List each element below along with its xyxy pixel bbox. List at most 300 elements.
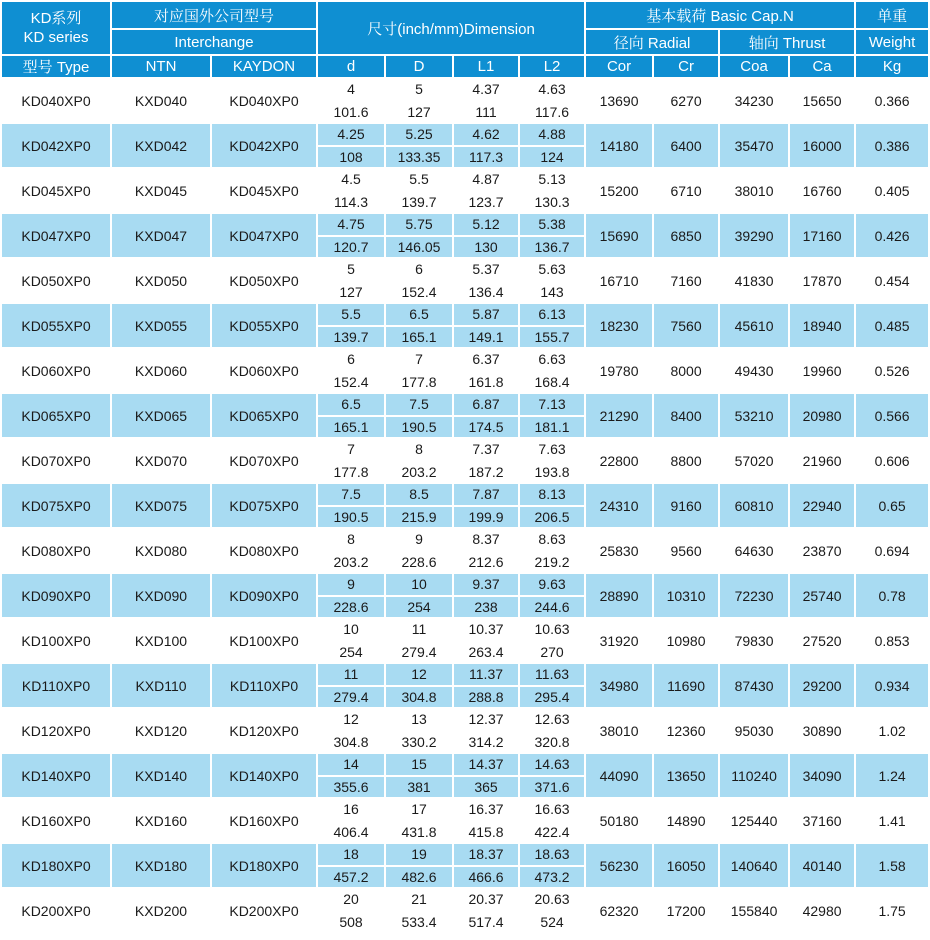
cell-d-mm: 190.5 <box>318 505 384 528</box>
cell-ntn: KXD060 <box>112 349 210 392</box>
cell-L2-inch: 14.63 <box>534 756 570 773</box>
cell-L2-mm: 206.5 <box>520 505 584 528</box>
cell-L2-inch: 18.63 <box>534 846 570 863</box>
cell-d-mm: 165.1 <box>318 415 384 438</box>
cell-ca: 20980 <box>790 394 854 437</box>
cell-D-inch: 17 <box>411 801 427 818</box>
cell-d-inch: 12 <box>343 711 359 728</box>
cell-L2-mm: 168.4 <box>520 370 584 393</box>
table-row <box>2 349 928 392</box>
cell-kaydon: KD140XP0 <box>212 754 316 797</box>
cell-ca: 16760 <box>790 169 854 212</box>
cell-L2 <box>520 124 584 167</box>
cell-ntn: KXD055 <box>112 304 210 347</box>
cell-kaydon: KD080XP0 <box>212 529 316 572</box>
cell-D-inch: 7.5 <box>409 396 429 413</box>
cell-cr: 8800 <box>654 439 718 482</box>
cell-kg: 0.934 <box>856 664 928 707</box>
cell-L1-inch: 5.12 <box>472 216 500 233</box>
cell-d <box>318 844 384 887</box>
cell-L1 <box>454 754 518 797</box>
cell-D <box>386 124 452 167</box>
cell-ntn: KXD180 <box>112 844 210 887</box>
cell-type: KD047XP0 <box>2 214 110 257</box>
cell-L1 <box>454 124 518 167</box>
cell-ntn: KXD042 <box>112 124 210 167</box>
cell-d-inch: 9 <box>347 576 355 593</box>
cell-L1-mm: 123.7 <box>454 190 518 213</box>
cell-D <box>386 664 452 707</box>
cell-L1-mm: 149.1 <box>454 325 518 348</box>
cell-ntn: KXD040 <box>112 79 210 122</box>
column-header-ntn: NTN <box>112 56 210 77</box>
cell-L1 <box>454 799 518 842</box>
cell-ntn: KXD045 <box>112 169 210 212</box>
cell-d-mm: 457.2 <box>318 865 384 888</box>
header-kd-series-en: KD series <box>23 29 89 46</box>
cell-d-inch: 14 <box>343 756 359 773</box>
cell-kg: 0.694 <box>856 529 928 572</box>
cell-L2-mm: 524 <box>520 910 584 933</box>
cell-coa: 72230 <box>720 574 788 617</box>
header-interchange-zh: 对应国外公司型号 <box>112 2 316 28</box>
column-header-d: d <box>318 56 384 77</box>
table-row <box>2 529 928 572</box>
cell-L1 <box>454 484 518 527</box>
cell-d <box>318 304 384 347</box>
cell-D <box>386 799 452 842</box>
cell-ca: 15650 <box>790 79 854 122</box>
cell-kaydon: KD200XP0 <box>212 889 316 932</box>
cell-D-mm: 254 <box>386 595 452 618</box>
cell-kaydon: KD120XP0 <box>212 709 316 752</box>
cell-cr: 17200 <box>654 889 718 932</box>
cell-L2-mm: 193.8 <box>520 460 584 483</box>
header-kd-series-zh: KD系列 <box>30 9 82 27</box>
cell-ca: 37160 <box>790 799 854 842</box>
cell-D-mm: 533.4 <box>386 910 452 933</box>
cell-d-inch: 18 <box>343 846 359 863</box>
cell-D-mm: 279.4 <box>386 640 452 663</box>
cell-cr: 6850 <box>654 214 718 257</box>
cell-d-mm: 139.7 <box>318 325 384 348</box>
cell-L2 <box>520 664 584 707</box>
cell-D-mm: 139.7 <box>386 190 452 213</box>
cell-L1-inch: 16.37 <box>468 801 504 818</box>
cell-L1 <box>454 394 518 437</box>
cell-L2-inch: 20.63 <box>534 891 570 908</box>
cell-kg: 1.24 <box>856 754 928 797</box>
cell-kg: 0.366 <box>856 79 928 122</box>
table-row <box>2 394 928 437</box>
cell-type: KD040XP0 <box>2 79 110 122</box>
cell-d <box>318 124 384 167</box>
cell-d-inch: 20 <box>343 891 359 908</box>
cell-kaydon: KD100XP0 <box>212 619 316 662</box>
table-row <box>2 664 928 707</box>
cell-kg: 1.02 <box>856 709 928 752</box>
cell-D-inch: 15 <box>411 756 427 773</box>
cell-ntn: KXD200 <box>112 889 210 932</box>
cell-d-inch: 6 <box>347 351 355 368</box>
cell-L2-mm: 320.8 <box>520 730 584 753</box>
cell-type: KD140XP0 <box>2 754 110 797</box>
cell-L1 <box>454 574 518 617</box>
cell-D <box>386 169 452 212</box>
column-header-cor: Cor <box>586 56 652 77</box>
cell-ntn: KXD070 <box>112 439 210 482</box>
cell-ca: 29200 <box>790 664 854 707</box>
cell-cor: 50180 <box>586 799 652 842</box>
cell-L1-mm: 130 <box>454 235 518 258</box>
table-row <box>2 214 928 257</box>
table-row <box>2 574 928 617</box>
cell-L1-inch: 4.87 <box>472 171 500 188</box>
cell-L1 <box>454 79 518 122</box>
cell-L2-inch: 5.13 <box>538 171 566 188</box>
cell-D-mm: 165.1 <box>386 325 452 348</box>
cell-cor: 24310 <box>586 484 652 527</box>
cell-L1-mm: 136.4 <box>454 280 518 303</box>
cell-d-mm: 304.8 <box>318 730 384 753</box>
cell-cr: 14890 <box>654 799 718 842</box>
cell-cor: 62320 <box>586 889 652 932</box>
cell-cr: 16050 <box>654 844 718 887</box>
cell-L1 <box>454 349 518 392</box>
cell-L2-mm: 473.2 <box>520 865 584 888</box>
cell-kg: 0.485 <box>856 304 928 347</box>
cell-D-mm: 152.4 <box>386 280 452 303</box>
cell-d <box>318 484 384 527</box>
cell-ca: 23870 <box>790 529 854 572</box>
cell-L2-inch: 4.63 <box>538 81 566 98</box>
cell-coa: 110240 <box>720 754 788 797</box>
cell-kaydon: KD070XP0 <box>212 439 316 482</box>
cell-D-mm: 177.8 <box>386 370 452 393</box>
cell-d-inch: 4.25 <box>337 126 365 143</box>
cell-cor: 14180 <box>586 124 652 167</box>
cell-cr: 12360 <box>654 709 718 752</box>
cell-D-mm: 431.8 <box>386 820 452 843</box>
cell-ntn: KXD090 <box>112 574 210 617</box>
cell-D-inch: 13 <box>411 711 427 728</box>
cell-D-inch: 6.5 <box>409 306 429 323</box>
cell-type: KD110XP0 <box>2 664 110 707</box>
cell-kaydon: KD110XP0 <box>212 664 316 707</box>
cell-kg: 1.75 <box>856 889 928 932</box>
cell-d <box>318 709 384 752</box>
header-interchange-en: Interchange <box>112 30 316 54</box>
cell-D-mm: 133.35 <box>386 145 452 168</box>
cell-coa: 49430 <box>720 349 788 392</box>
table-row <box>2 79 928 122</box>
cell-ntn: KXD080 <box>112 529 210 572</box>
cell-cr: 9160 <box>654 484 718 527</box>
cell-type: KD160XP0 <box>2 799 110 842</box>
cell-L1-inch: 7.37 <box>472 441 500 458</box>
cell-type: KD065XP0 <box>2 394 110 437</box>
table-body <box>2 79 928 932</box>
cell-D-mm: 203.2 <box>386 460 452 483</box>
column-header-ca: Ca <box>790 56 854 77</box>
cell-L1-mm: 199.9 <box>454 505 518 528</box>
cell-d-inch: 5.5 <box>341 306 361 323</box>
cell-L2 <box>520 529 584 572</box>
cell-ntn: KXD050 <box>112 259 210 302</box>
cell-L1 <box>454 529 518 572</box>
header-weight-en: Weight <box>856 30 928 54</box>
cell-d-mm: 254 <box>318 640 384 663</box>
table-row <box>2 439 928 482</box>
cell-kg: 1.58 <box>856 844 928 887</box>
cell-d <box>318 79 384 122</box>
table-row <box>2 304 928 347</box>
cell-kaydon: KD055XP0 <box>212 304 316 347</box>
cell-kaydon: KD090XP0 <box>212 574 316 617</box>
cell-coa: 60810 <box>720 484 788 527</box>
cell-L2 <box>520 709 584 752</box>
cell-D <box>386 394 452 437</box>
cell-D-inch: 8 <box>415 441 423 458</box>
cell-L1 <box>454 259 518 302</box>
cell-L1-mm: 466.6 <box>454 865 518 888</box>
cell-d-inch: 5 <box>347 261 355 278</box>
cell-type: KD200XP0 <box>2 889 110 932</box>
cell-type: KD080XP0 <box>2 529 110 572</box>
cell-L2 <box>520 799 584 842</box>
column-header-L2: L2 <box>520 56 584 77</box>
cell-coa: 57020 <box>720 439 788 482</box>
cell-ntn: KXD100 <box>112 619 210 662</box>
cell-d <box>318 259 384 302</box>
cell-L2-inch: 12.63 <box>534 711 570 728</box>
cell-L2-mm: 270 <box>520 640 584 663</box>
cell-L2-mm: 117.6 <box>520 100 584 123</box>
cell-d-inch: 7 <box>347 441 355 458</box>
cell-L1-inch: 11.37 <box>469 666 504 683</box>
header-radial: 径向 Radial <box>586 30 718 54</box>
cell-L1-mm: 238 <box>454 595 518 618</box>
cell-ntn: KXD065 <box>112 394 210 437</box>
cell-cor: 31920 <box>586 619 652 662</box>
cell-coa: 125440 <box>720 799 788 842</box>
cell-L2-inch: 4.88 <box>538 126 566 143</box>
cell-type: KD180XP0 <box>2 844 110 887</box>
cell-L1 <box>454 304 518 347</box>
cell-D <box>386 349 452 392</box>
cell-kaydon: KD050XP0 <box>212 259 316 302</box>
cell-d-mm: 177.8 <box>318 460 384 483</box>
cell-d-inch: 10 <box>343 621 359 638</box>
cell-kaydon: KD180XP0 <box>212 844 316 887</box>
header-dimension: 尺寸(inch/mm)Dimension <box>318 2 584 54</box>
cell-L2-inch: 9.63 <box>538 576 566 593</box>
cell-coa: 64630 <box>720 529 788 572</box>
cell-D-mm: 482.6 <box>386 865 452 888</box>
header-weight-zh: 单重 <box>856 2 928 28</box>
cell-L1-mm: 111 <box>454 100 518 123</box>
table-row <box>2 169 928 212</box>
cell-L1 <box>454 169 518 212</box>
cell-L1-mm: 187.2 <box>454 460 518 483</box>
cell-ca: 16000 <box>790 124 854 167</box>
cell-d <box>318 889 384 932</box>
table-row <box>2 844 928 887</box>
column-header-type: 型号 Type <box>2 56 110 77</box>
cell-kg: 0.566 <box>856 394 928 437</box>
column-header-row <box>2 56 928 77</box>
cell-ca: 42980 <box>790 889 854 932</box>
cell-L2-inch: 8.13 <box>538 486 566 503</box>
cell-L2-mm: 181.1 <box>520 415 584 438</box>
cell-d <box>318 799 384 842</box>
cell-L1-inch: 18.37 <box>468 846 504 863</box>
cell-L1-mm: 117.3 <box>454 145 518 168</box>
cell-L2-inch: 5.63 <box>538 261 566 278</box>
table-row <box>2 754 928 797</box>
cell-ntn: KXD160 <box>112 799 210 842</box>
cell-L2 <box>520 394 584 437</box>
cell-D <box>386 214 452 257</box>
cell-d-mm: 108 <box>318 145 384 168</box>
cell-D <box>386 889 452 932</box>
cell-cr: 7160 <box>654 259 718 302</box>
table-row <box>2 484 928 527</box>
cell-L1 <box>454 709 518 752</box>
cell-kaydon: KD047XP0 <box>212 214 316 257</box>
cell-cor: 21290 <box>586 394 652 437</box>
cell-L2 <box>520 214 584 257</box>
cell-cr: 10980 <box>654 619 718 662</box>
cell-cor: 19780 <box>586 349 652 392</box>
cell-d-inch: 4.75 <box>337 216 365 233</box>
cell-d-inch: 4.5 <box>341 171 361 188</box>
cell-cor: 16710 <box>586 259 652 302</box>
cell-L2 <box>520 844 584 887</box>
cell-D-inch: 7 <box>415 351 423 368</box>
cell-d-inch: 8 <box>347 531 355 548</box>
cell-cr: 11690 <box>654 664 718 707</box>
cell-D-inch: 5.75 <box>405 216 433 233</box>
cell-L1-mm: 174.5 <box>454 415 518 438</box>
cell-L2-mm: 244.6 <box>520 595 584 618</box>
cell-d <box>318 169 384 212</box>
cell-ca: 19960 <box>790 349 854 392</box>
cell-L1-inch: 8.37 <box>472 531 500 548</box>
cell-kg: 0.65 <box>856 484 928 527</box>
cell-L2-mm: 155.7 <box>520 325 584 348</box>
cell-L2 <box>520 349 584 392</box>
cell-L2 <box>520 79 584 122</box>
column-header-kaydon: KAYDON <box>212 56 316 77</box>
cell-type: KD075XP0 <box>2 484 110 527</box>
cell-d <box>318 214 384 257</box>
cell-cor: 56230 <box>586 844 652 887</box>
cell-L2-inch: 16.63 <box>534 801 570 818</box>
cell-d <box>318 349 384 392</box>
cell-kg: 0.526 <box>856 349 928 392</box>
cell-D-mm: 304.8 <box>386 685 452 708</box>
cell-type: KD120XP0 <box>2 709 110 752</box>
cell-D <box>386 259 452 302</box>
cell-d-inch: 7.5 <box>341 486 361 503</box>
cell-ca: 30890 <box>790 709 854 752</box>
cell-d-mm: 228.6 <box>318 595 384 618</box>
cell-kaydon: KD065XP0 <box>212 394 316 437</box>
cell-cor: 15200 <box>586 169 652 212</box>
cell-L1 <box>454 664 518 707</box>
cell-kg: 0.386 <box>856 124 928 167</box>
cell-L2-inch: 5.38 <box>538 216 566 233</box>
cell-d-mm: 203.2 <box>318 550 384 573</box>
cell-L1-mm: 263.4 <box>454 640 518 663</box>
cell-ca: 34090 <box>790 754 854 797</box>
cell-d <box>318 439 384 482</box>
cell-cor: 28890 <box>586 574 652 617</box>
cell-L2-inch: 8.63 <box>538 531 566 548</box>
cell-cr: 13650 <box>654 754 718 797</box>
cell-kg: 0.78 <box>856 574 928 617</box>
cell-L1-inch: 12.37 <box>468 711 504 728</box>
cell-L2 <box>520 484 584 527</box>
cell-L1-inch: 4.37 <box>472 81 500 98</box>
cell-ca: 21960 <box>790 439 854 482</box>
cell-cr: 6270 <box>654 79 718 122</box>
cell-coa: 79830 <box>720 619 788 662</box>
cell-kg: 0.405 <box>856 169 928 212</box>
cell-D-inch: 5 <box>415 81 423 98</box>
cell-ntn: KXD110 <box>112 664 210 707</box>
cell-ca: 17870 <box>790 259 854 302</box>
cell-kaydon: KD040XP0 <box>212 79 316 122</box>
cell-ca: 18940 <box>790 304 854 347</box>
table-row <box>2 259 928 302</box>
cell-D-inch: 9 <box>415 531 423 548</box>
cell-L1 <box>454 619 518 662</box>
cell-d <box>318 574 384 617</box>
table-row <box>2 709 928 752</box>
cell-L2 <box>520 439 584 482</box>
cell-type: KD050XP0 <box>2 259 110 302</box>
cell-cor: 44090 <box>586 754 652 797</box>
cell-ntn: KXD075 <box>112 484 210 527</box>
cell-type: KD100XP0 <box>2 619 110 662</box>
table-row <box>2 619 928 662</box>
table-row <box>2 799 928 842</box>
table-row <box>2 889 928 932</box>
column-header-coa: Coa <box>720 56 788 77</box>
cell-L2-inch: 10.63 <box>534 621 570 638</box>
cell-cr: 7560 <box>654 304 718 347</box>
cell-D <box>386 484 452 527</box>
cell-cr: 8000 <box>654 349 718 392</box>
cell-L1 <box>454 889 518 932</box>
cell-d-inch: 16 <box>343 801 359 818</box>
cell-L1-inch: 5.37 <box>472 261 500 278</box>
cell-d-inch: 4 <box>347 81 355 98</box>
cell-d-mm: 355.6 <box>318 775 384 798</box>
cell-kaydon: KD060XP0 <box>212 349 316 392</box>
cell-L2 <box>520 754 584 797</box>
cell-L2-inch: 7.13 <box>538 396 566 413</box>
cell-D-inch: 21 <box>411 891 427 908</box>
cell-d <box>318 754 384 797</box>
cell-L2-mm: 295.4 <box>520 685 584 708</box>
cell-coa: 53210 <box>720 394 788 437</box>
cell-D-mm: 127 <box>386 100 452 123</box>
cell-L2-mm: 219.2 <box>520 550 584 573</box>
cell-D-mm: 146.05 <box>386 235 452 258</box>
